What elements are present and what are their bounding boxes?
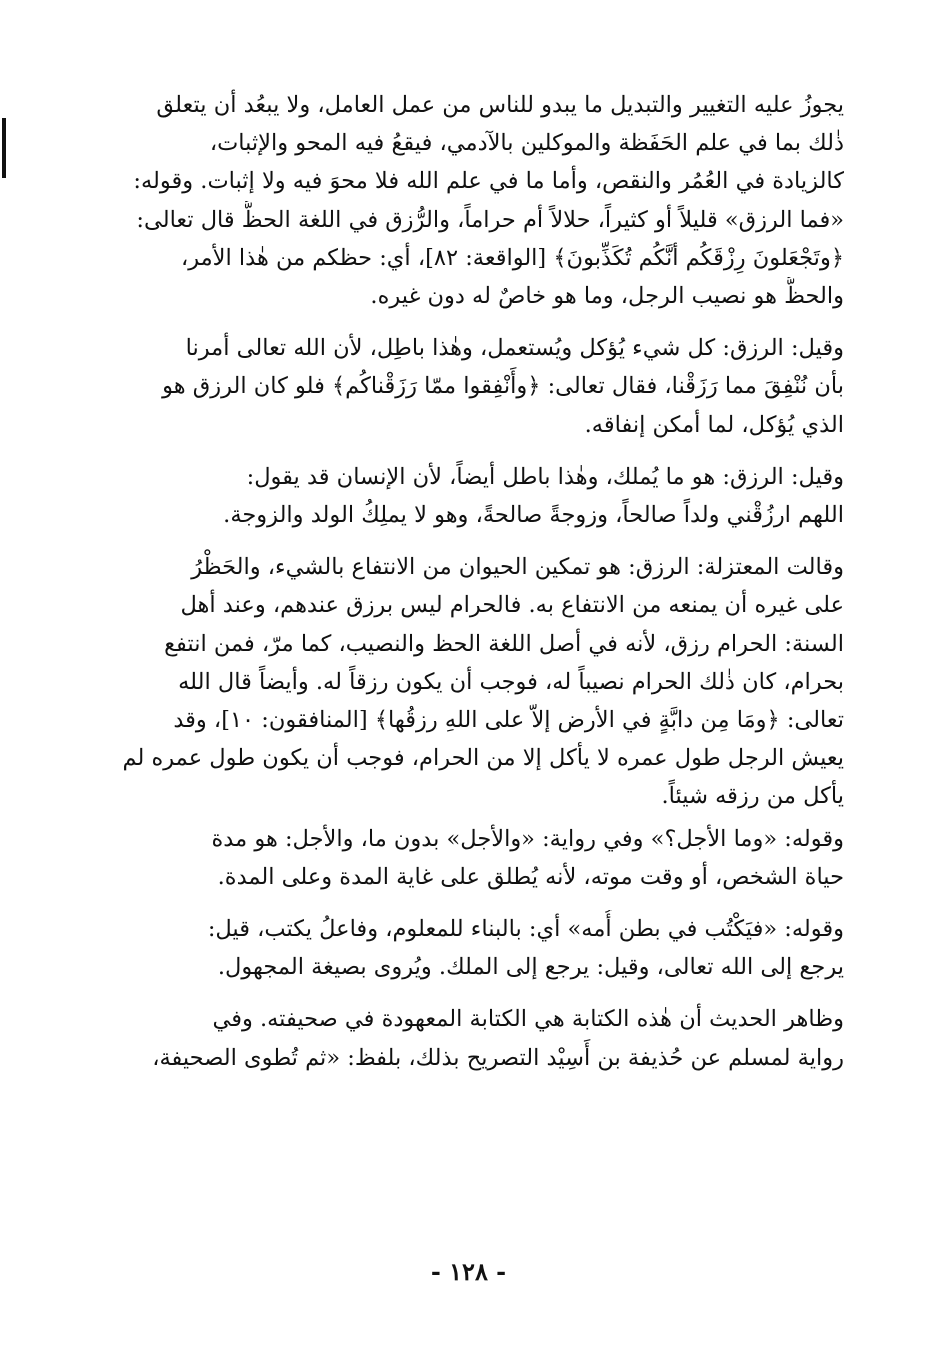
text-line: يأكل من رزقه شيئاً. [661,783,844,810]
text-line: يعيش الرجل طول عمره لا يأكل إلا من الحرام، فوجب أن يكون طول عمره لم [122,745,844,772]
text-line: «فما الرزق» قليلاً أو كثيراً، حلالاً أم حراماً، والرُّزق في اللغة الحظُّ قال تعالى: [136,206,844,233]
text-line: بحرام، كان ذٰلك الحرام نصيباً له، فوجب أن يكون رزقاً له. وأيضاً قال الله [178,668,844,695]
text-line: ذٰلك بما في علم الحَفَظة والموكلين بالآدمي، فيقعُ فيه المحو والإثبات، [209,130,844,157]
paragraph-3 [122,458,844,534]
text-line: اللهم ارزُقْني ولداً صالحاً، وزوجةً صالحةً، وهو لا يملِكُ الولد والزوجة. [223,502,844,529]
text-line: ﴿وتَجْعَلونَ رِزْقَكُم أنَّكُم تُكَذِّبونَ﴾ [الواقعة: ٨٢]، أي: حظكم من هٰذا الأمر، [180,244,844,271]
text-line: يرجع إلى الله تعالى، وقيل: يرجع إلى الملك. ويُروى بصيغة المجهول. [217,954,844,981]
paragraph-7 [122,1000,844,1076]
text-line: وظاهر الحديث أن هٰذه الكتابة هي الكتابة المعهودة في صحيفته. وفي [212,1006,844,1033]
text-line: رواية لمسلم عن حُذيفة بن أَسِيْد التصريح بذلك، بلفظ: «ثم تُطوى الصحيفة، [152,1044,844,1071]
paragraph-1 [122,86,844,315]
text-line: يجوزُ عليه التغيير والتبديل ما يبدو للناس من عمل العامل، ولا يبعُد أن يتعلق [156,92,844,118]
text-line: وقيل: الرزق: كل شيء يُؤكل ويُستعمل، وهٰذا باطِل، لأن الله تعالى أمرنا [185,335,844,362]
text-line: بأن نُنْفِقَ مما رَزَقْنا، فقال تعالى: ﴿وأَنْفِقوا ممّا رَزَقْناكُم﴾ فلو كان الرزق هو [162,373,844,400]
text-line: كالزيادة في العُمُر والنقص، وأما ما في علم الله فلا محوَ فيه ولا إثبات. وقوله: [133,168,844,195]
text-line: والحظُّ هو نصيب الرجل، وما هو خاصٌ له دون غيره. [370,283,844,310]
paragraph-4 [122,548,844,815]
text-line: حياة الشخص، أو وقت موته، لأنه يُطلق على غاية المدة وعلى المدة. [217,863,844,890]
text-line: على غيره أن يمنعه من الانتفاع به. فالحرام ليس برزق عندهم، وعند أهل [180,592,844,619]
body-text [122,86,844,1077]
page-number: - ١٢٨ - [430,1257,507,1286]
paragraph-2 [122,329,844,444]
text-line: السنة: الحرام رزق، لأنه في أصل اللغة الحظ والنصيب، كما مرّ، فمن انتفع [164,630,844,657]
text-line: الذي يُؤكل، لما أمكن إنفاقه. [584,411,844,438]
text-line: تعالى: ﴿ومَا مِن دابَّةٍ في الأرض إلاّ على اللهِ رزقُها﴾ [المنافقون: ١٠]، وقد [173,707,844,734]
text-line: وقوله: «وما الأجل؟» وفي رواية: «والأجل» بدون ما، والأجل: هو مدة [211,825,844,852]
paragraph-5 [122,820,844,896]
text-line: وقوله: «فيَكْتُب في بطن أُمه» أي: بالبناء للمعلوم، وفاعلُ يكتب، قيل: [207,916,844,943]
text-line: وقيل: الرزق: هو ما يُملك، وهٰذا باطل أيضاً، لأن الإنسان قد يقول: [246,463,844,490]
text-line: وقالت المعتزلة: الرزق: هو تمكين الحيوان من الانتفاع بالشيء، والحَظْرُ [191,554,844,581]
paragraph-6 [122,910,844,986]
margin-bar [2,118,6,178]
